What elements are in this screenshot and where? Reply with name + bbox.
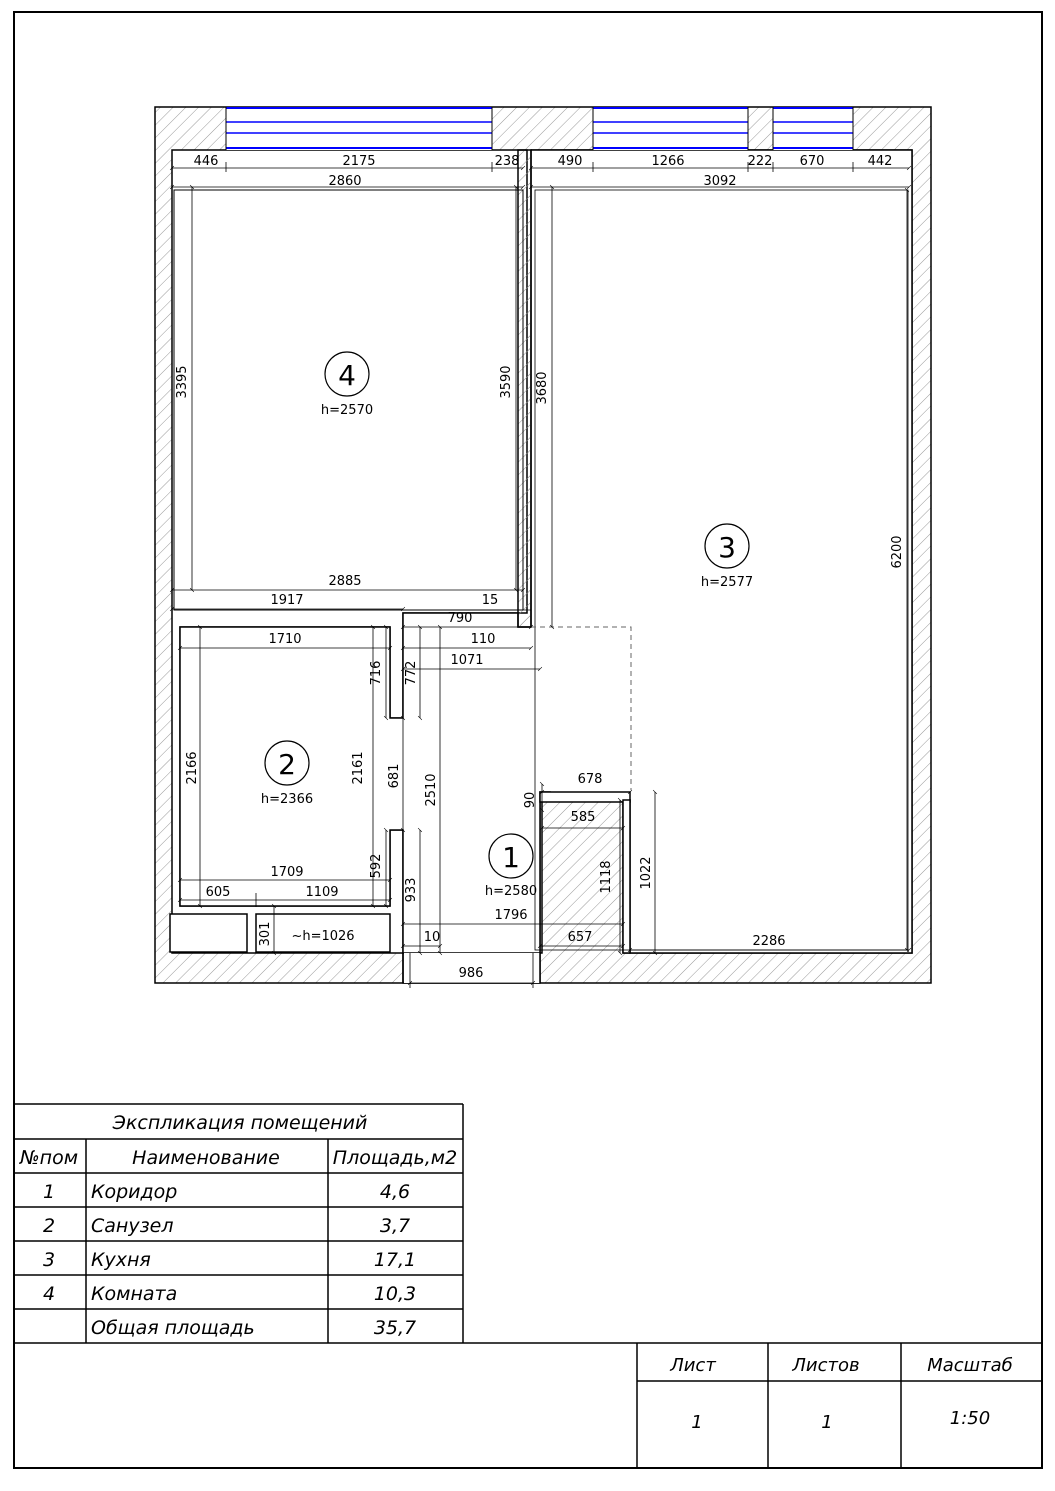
- dim-1266: 1266: [651, 154, 685, 169]
- dim-1118: 1118: [599, 860, 614, 894]
- dim-3092: 3092: [703, 174, 737, 189]
- explication-header-num: №пом: [19, 1147, 79, 1169]
- dim-716: 716: [369, 660, 384, 686]
- row-total-area: 35,7: [373, 1317, 417, 1339]
- row-4-num: 4: [42, 1283, 56, 1305]
- explication-title: Экспликация помещений: [112, 1112, 368, 1134]
- row-3-name: Кухня: [91, 1249, 151, 1271]
- explication-texts: [19, 1112, 457, 1339]
- room-height-4: h=2570: [320, 403, 374, 418]
- row-4-name: Комната: [91, 1283, 178, 1305]
- dim-1709: 1709: [270, 865, 304, 880]
- room-number-4: 4: [338, 359, 356, 392]
- dim-1022: 1022: [639, 856, 654, 890]
- dim-2860: 2860: [328, 174, 362, 189]
- walls: [155, 107, 931, 983]
- dim-790: 790: [447, 611, 473, 626]
- dim-238: 238: [494, 154, 520, 169]
- dim-1071: 1071: [450, 653, 484, 668]
- dim-1917: 1917: [270, 593, 304, 608]
- room-marker-1: [485, 834, 537, 899]
- dim-490: 490: [557, 154, 583, 169]
- dim-442: 442: [867, 154, 893, 169]
- stamp-sheet-value: 1: [691, 1412, 703, 1433]
- dim-2175: 2175: [342, 154, 376, 169]
- dim-1109: 1109: [305, 885, 339, 900]
- row-3-area: 17,1: [373, 1249, 417, 1271]
- title-block-texts: [669, 1355, 1013, 1433]
- dim-592: 592: [369, 853, 384, 879]
- dim-90: 90: [523, 791, 538, 809]
- row-1-area: 4,6: [379, 1181, 411, 1203]
- room-marker-2: [261, 741, 313, 807]
- stamp-scale-value: 1:50: [949, 1408, 991, 1429]
- row-1-name: Коридор: [91, 1181, 178, 1203]
- row-3-num: 3: [42, 1249, 56, 1271]
- window-right: [773, 107, 853, 150]
- dim-657: 657: [567, 930, 593, 945]
- dim-678: 678: [577, 772, 603, 787]
- stamp-sheets-label: Листов: [792, 1355, 860, 1376]
- room-height-3: h=2577: [700, 575, 754, 590]
- dim-681: 681: [387, 763, 402, 789]
- dim-2161: 2161: [351, 751, 366, 785]
- dim-585: 585: [570, 810, 596, 825]
- stamp-scale-label: Масштаб: [927, 1355, 1013, 1376]
- dim-2166: 2166: [185, 751, 200, 785]
- row-4-area: 10,3: [373, 1283, 417, 1305]
- dim-2286: 2286: [752, 934, 786, 949]
- dim-446: 446: [193, 154, 219, 169]
- dim-670: 670: [799, 154, 825, 169]
- row-2-num: 2: [42, 1215, 56, 1237]
- row-2-area: 3,7: [379, 1215, 411, 1237]
- dim-2885: 2885: [328, 574, 362, 589]
- room-marker-4: [321, 352, 373, 418]
- explication-header-name: Наименование: [132, 1147, 280, 1169]
- dim-3590: 3590: [499, 365, 514, 399]
- row-total-name: Общая площадь: [91, 1317, 255, 1339]
- dim-605: 605: [205, 885, 231, 900]
- window-middle: [593, 107, 748, 150]
- dim-1710: 1710: [268, 632, 302, 647]
- room-number-1: 1: [502, 841, 520, 874]
- explication-header-area: Площадь,м2: [332, 1147, 458, 1169]
- room-number-2: 2: [278, 748, 296, 781]
- dim-15: 15: [481, 593, 499, 608]
- room-height-1: h=2580: [484, 884, 538, 899]
- stamp-sheets-value: 1: [821, 1412, 833, 1433]
- window-left: [226, 107, 492, 150]
- room-number-3: 3: [718, 531, 736, 564]
- dim-110: 110: [470, 632, 496, 647]
- dim-933: 933: [404, 877, 419, 903]
- dim-772: 772: [404, 660, 419, 686]
- row-2-name: Санузел: [91, 1215, 174, 1237]
- dim-3395: 3395: [175, 365, 190, 399]
- dim-222: 222: [747, 154, 773, 169]
- dim-3680: 3680: [535, 371, 550, 405]
- dim-6200: 6200: [890, 535, 905, 569]
- stamp-sheet-label: Лист: [670, 1355, 716, 1376]
- dim-10: 10: [423, 930, 441, 945]
- dim-301: 301: [258, 921, 273, 947]
- row-1-num: 1: [42, 1181, 56, 1203]
- dim-986: 986: [458, 966, 484, 981]
- room-height-2: h=2366: [260, 792, 314, 807]
- dim-2510: 2510: [424, 773, 439, 807]
- dim-1796: 1796: [494, 908, 528, 923]
- niche-height-label: ~h=1026: [291, 929, 355, 944]
- room-marker-3: [701, 524, 753, 590]
